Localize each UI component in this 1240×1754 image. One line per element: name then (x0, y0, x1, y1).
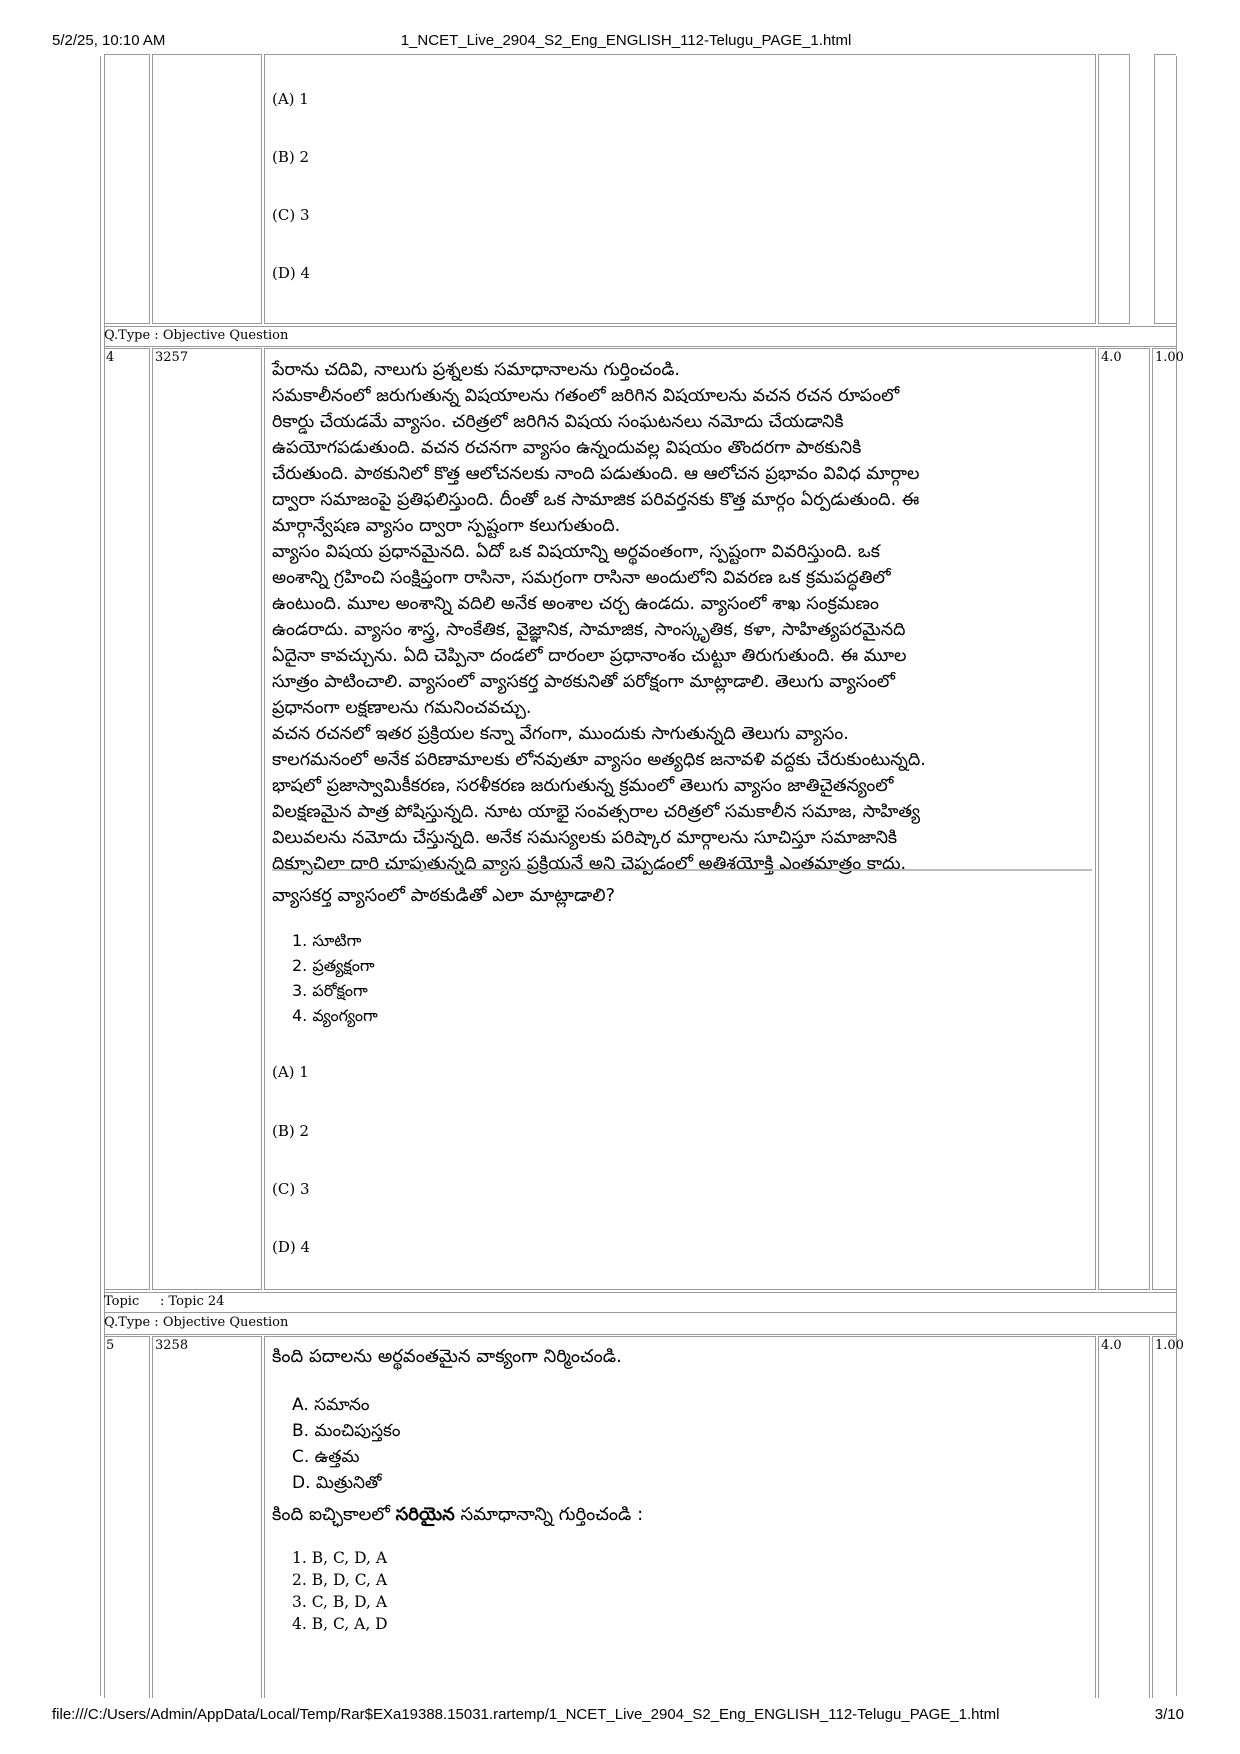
passage-line: మార్గాన్వేషణ వ్యాసం ద్వారా స్పష్టంగా కలుగుతుంది. (272, 516, 621, 536)
qtype-label: Q.Type : Objective Question (104, 328, 289, 343)
q4-serial-number: 4 (106, 350, 115, 365)
choice-item: 4. B, C, A, D (292, 1615, 388, 1633)
q4-sno-cell (104, 348, 150, 1290)
q5-instruction: కింది పదాలను అర్థవంతమైన వాక్యంగా నిర్మించండి. (272, 1346, 622, 1367)
prev-qid-cell (152, 54, 262, 324)
choice-item: 2. ప్రత్యక్షంగా (292, 956, 375, 975)
passage-line: విలక్షణమైన పాత్ర పోషిస్తున్నది. నూట యాభై సంవత్సరాల చరిత్రలో సమకాలీన సమాజ, సాహిత్య (272, 802, 921, 822)
q4-negative-cell (1152, 348, 1184, 1290)
q5-negative-marks: 1.00 (1155, 1338, 1184, 1353)
q4-marks: 4.0 (1101, 350, 1122, 365)
choice-item: 2. B, D, C, A (292, 1571, 388, 1589)
prev-option-c: (C) 3 (272, 206, 310, 224)
q5-qid-cell (152, 1336, 262, 1698)
word-item: B. మంచిపుస్తకం (292, 1421, 401, 1441)
q4-option-c: (C) 3 (272, 1180, 310, 1198)
q4-option-a: (A) 1 (272, 1063, 309, 1081)
prev-option-b: (B) 2 (272, 148, 310, 166)
q5-prompt-bold: సరియైన (395, 1504, 455, 1525)
passage-line: ఉంటుంది. మూల అంశాన్ని వదిలి అనేక అంశాల చర్చ ఉండదు. వ్యాసంలో శాఖ సంక్రమణం (272, 594, 879, 614)
q4-option-d: (D) 4 (272, 1238, 311, 1256)
print-page-number: 3/10 (1154, 1706, 1184, 1723)
print-file-path: file:///C:/Users/Admin/AppData/Local/Temp/Rar$EXa19388.15031.rartemp/1_NCET_Live_2904_S2_Eng_ENGLISH_112-Telugu_PAGE_1.html (52, 1706, 1000, 1723)
q4-choice-list (292, 928, 378, 1028)
passage-line: విలువలను నమోదు చేస్తున్నది. అనేక సమస్యలకు పరిష్కార మార్గాలను సూచిస్తూ సమాజానికి (272, 828, 898, 848)
passage-line: ద్వారా సమాజంపై ప్రతిఫలిస్తుంది. దీంతో ఒక సామాజిక పరివర్తనకు కొత్త మార్గం ఏర్పడుతుంది. ఈ (272, 490, 920, 510)
choice-item: 4. వ్యంగ్యంగా (292, 1006, 378, 1025)
q5-negative-cell (1152, 1336, 1184, 1698)
q4-question-id: 3257 (155, 350, 189, 365)
q5-prompt-pre: కింది ఐచ్ఛికాలలో (272, 1504, 396, 1525)
row-divider (104, 1312, 1176, 1313)
q5-question-id: 3258 (155, 1338, 189, 1353)
topic-value: : Topic 24 (160, 1294, 225, 1309)
row-divider (104, 346, 1176, 347)
browser-print-footer (52, 1706, 1184, 1726)
choice-item: 1. B, C, D, A (292, 1549, 388, 1567)
print-datetime: 5/2/25, 10:10 AM (52, 32, 166, 49)
q4-negative-marks: 1.00 (1155, 350, 1184, 365)
row-divider (104, 1292, 1176, 1293)
word-item: C. ఉత్తమ (292, 1447, 360, 1467)
prev-option-d: (D) 4 (272, 264, 311, 282)
q5-prompt-post: సమాధానాన్ని గుర్తించండి : (454, 1504, 644, 1525)
word-item: D. మిత్రునితో (292, 1473, 382, 1493)
q4-question-text: వ్యాసకర్త వ్యాసంలో పాఠకుడితో ఎలా మాట్లాడాలి? (272, 885, 616, 906)
choice-item: 1. సూటిగా (292, 931, 362, 950)
qtype-label: Q.Type : Objective Question (104, 1315, 289, 1330)
passage-line: ఉపయోగపడుతుంది. వచన రచనగా వ్యాసం ఉన్నందువల్ల విషయం తొందరగా పాఠకునికి (272, 438, 862, 458)
row-divider (104, 326, 1176, 327)
passage-line: ప్రధానంగా లక్షణాలను గమనించవచ్చు. (272, 698, 532, 718)
q5-serial-number: 5 (106, 1338, 115, 1353)
prev-sno-cell (104, 54, 150, 324)
passage-line: భాషలో ప్రజాస్వామికీకరణ, సరళీకరణ జరుగుతున్న క్రమంలో తెలుగు వ్యాసం జాతిచైతన్యంలో (272, 776, 894, 796)
prev-question-cell (264, 54, 1096, 324)
passage-line: అంశాన్ని గ్రహించి సంక్షిప్తంగా రాసినా, సమగ్రంగా రాసినా అందులోని వివరణ ఒక క్రమపద్ధతిలో (272, 568, 891, 588)
row-divider (104, 1334, 1176, 1335)
q5-marks-cell (1098, 1336, 1150, 1698)
table-right-border (1176, 56, 1177, 1696)
table-left-border (100, 56, 101, 1696)
q4-passage (272, 357, 1092, 877)
prev-option-a: (A) 1 (272, 90, 309, 108)
word-item: A. సమానం (292, 1395, 370, 1415)
passage-line: పేరాను చదివి, నాలుగు ప్రశ్నలకు సమాధానాలను గుర్తించండి. (272, 360, 680, 380)
q4-option-b: (B) 2 (272, 1122, 310, 1140)
prev-negative-cell (1154, 54, 1176, 324)
passage-line: వ్యాసం విషయ ప్రధానమైనది. ఏదో ఒక విషయాన్ని అర్థవంతంగా, స్పష్టంగా వివరిస్తుంది. ఒక (272, 542, 880, 562)
q5-marks: 4.0 (1101, 1338, 1122, 1353)
q4-qid-cell (152, 348, 262, 1290)
q5-sno-cell (104, 1336, 150, 1698)
choice-item: 3. C, B, D, A (292, 1593, 388, 1611)
prev-marks-cell (1098, 54, 1130, 324)
q5-prompt (272, 1504, 643, 1529)
passage-line: రికార్డు చేయడమే వ్యాసం. చరిత్రలో జరిగిన విషయ సంఘటనలు నమోదు చేయడానికి (272, 412, 844, 432)
passage-line: ఏదైనా కావచ్చును. ఏది చెప్పినా దండలో దారంలా ప్రధానాంశం చుట్టూ తిరుగుతుంది. ఈ మూల (272, 646, 907, 666)
q4-marks-cell (1098, 348, 1150, 1290)
passage-line: సమకాలీనంలో జరుగుతున్న విషయాలను గతంలో జరిగిన విషయాలను వచన రచన రూపంలో (272, 386, 900, 406)
passage-separator (272, 869, 1092, 871)
topic-label: Topic (104, 1294, 140, 1309)
print-title: 1_NCET_Live_2904_S2_Eng_ENGLISH_112-Telugu_PAGE_1.html (400, 32, 852, 49)
choice-item: 3. పరోక్షంగా (292, 981, 368, 1000)
passage-line: వచన రచనలో ఇతర ప్రక్రియల కన్నా వేగంగా, ముందుకు సాగుతున్నది తెలుగు వ్యాసం. (272, 724, 849, 744)
passage-line: చేరుతుంది. పాఠకునిలో కొత్త ఆలోచనలకు నాంది పడుతుంది. ఆ ఆలోచన ప్రభావం వివిధ మార్గాల (272, 464, 920, 484)
q5-word-list (292, 1392, 401, 1496)
browser-print-header (52, 32, 1200, 52)
q5-choice-list (292, 1547, 388, 1635)
passage-line: దిక్సూచిలా దారి చూపుతున్నది వ్యాస ప్రక్రియనే అని చెప్పడంలో అతిశయోక్తి ఎంతమాత్రం కాదు. (272, 854, 907, 874)
passage-line: సూత్రం పాటించాలి. వ్యాసంలో వ్యాసకర్త పాఠకునితో పరోక్షంగా మాట్లాడాలి. తెలుగు వ్యాసంలో (272, 672, 896, 692)
passage-line: కాలగమనంలో అనేక పరిణామాలకు లోనవుతూ వ్యాసం అత్యధిక జనావళి వద్దకు చేరుకుంటున్నది. (272, 750, 926, 770)
passage-line: ఉండరాదు. వ్యాసం శాస్త్ర, సాంకేతిక, వైజ్ఞానిక, సామాజిక, సాంస్కృతిక, కళా, సాహిత్యపరమైనది (272, 620, 906, 640)
